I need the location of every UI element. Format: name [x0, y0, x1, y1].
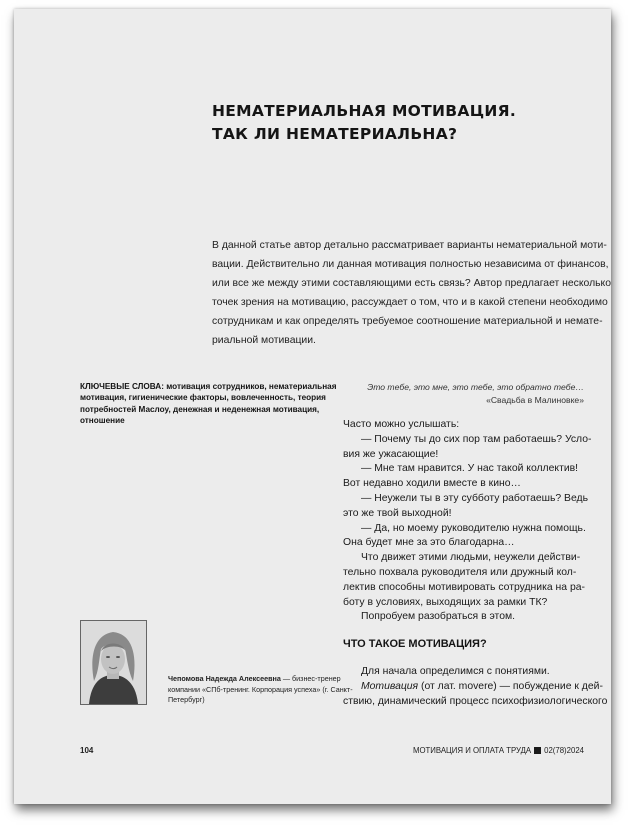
- article-body: [343, 418, 592, 625]
- keywords-line: КЛЮЧЕВЫЕ СЛОВА: мотивация сотрудников, нематериальная: [80, 382, 337, 391]
- section-line: Для начала определимся с понятиями.: [361, 666, 550, 677]
- author-info: [168, 674, 353, 706]
- abstract-line: риальной мотивации.: [212, 335, 316, 347]
- body-line: Вот недавно ходили вместе в кино…: [343, 478, 521, 490]
- journal-name: МОТИВАЦИЯ И ОПЛАТА ТРУДА: [412, 746, 532, 755]
- body-line: Что движет этими людьми, неужели действи-: [361, 552, 581, 564]
- abstract-line: В данной статье автор детально рассматривает варианты нематериальной моти-: [212, 240, 607, 251]
- section-term: Мотивация: [361, 681, 419, 692]
- author-company: компании «СПб-тренинг. Корпорация успеха» (г. Санкт-: [168, 684, 353, 694]
- section-line: (от лат. movere) — побуждение к дей-: [418, 681, 603, 692]
- journal-issue: 02(78)2024: [544, 746, 584, 755]
- author-portrait-image: [81, 621, 146, 704]
- body-line: лектив способны мотивировать сотрудника на ра-: [343, 581, 585, 593]
- body-line: тельно похвала руководителя или дружный кол-: [343, 566, 577, 578]
- epigraph-quote: Это тебе, это мне, это тебе, это обратно тебе…: [367, 382, 584, 392]
- section-line: ствию, динамический процесс психофизиологического: [343, 696, 608, 707]
- section-body: [343, 664, 608, 709]
- article-abstract: [212, 236, 612, 351]
- keywords-block: [80, 381, 337, 426]
- abstract-line: или все же между этими составляющими есть связь? Автор предлагает несколько: [212, 278, 612, 290]
- author-name: Чепомова Надежда Алексеевна: [168, 674, 281, 683]
- article-title: [212, 100, 592, 146]
- abstract-line: сотрудникам и как определять требуемое соотношение материальной и немате-: [212, 316, 603, 328]
- body-line: боту в условиях, выходящих за рамки ТК?: [343, 596, 548, 608]
- body-line: Она будет мне за это благодарна…: [343, 537, 515, 549]
- title-line-1: НЕМАТЕРИАЛЬНАЯ МОТИВАЦИЯ.: [212, 102, 517, 120]
- body-line: это же твой выходной!: [343, 507, 452, 519]
- body-line: Часто можно услышать:: [343, 419, 460, 430]
- title-line-2: ТАК ЛИ НЕМАТЕРИАЛЬНА?: [212, 125, 458, 143]
- keywords-line: мотивация, гигиенические факторы, вовлеченность, теория: [80, 393, 326, 403]
- author-role: — бизнес-тренер: [280, 674, 341, 683]
- author-city: Петербург): [168, 695, 205, 705]
- body-line: Попробуем разобраться в этом.: [361, 611, 516, 623]
- body-line: — Почему ты до сих пор там работаешь? Усло-: [361, 433, 592, 445]
- keywords-line: потребностей Маслоу, денежная и неденежная мотивация,: [80, 404, 320, 414]
- abstract-line: вации. Действительно ли данная мотивация полностью независима от финансов,: [212, 259, 609, 271]
- square-separator-icon: [534, 747, 541, 754]
- body-line: — Мне там нравится. У нас такой коллектив!: [361, 463, 579, 475]
- epigraph: [340, 381, 584, 408]
- body-line: — Неужели ты в эту субботу работаешь? Ведь: [361, 492, 588, 504]
- page-number: 104: [80, 746, 94, 755]
- abstract-line: точек зрения на мотивацию, рассуждает о том, что и в какой степени необходимо: [212, 297, 608, 309]
- section-heading: ЧТО ТАКОЕ МОТИВАЦИЯ?: [343, 638, 487, 650]
- body-line: — Да, но моему руководителю нужна помощь.: [361, 522, 586, 534]
- author-photo: [80, 620, 147, 705]
- journal-footer: [413, 746, 584, 755]
- body-line: вия же ужасающие!: [343, 448, 439, 460]
- epigraph-source: «Свадьба в Малиновке»: [486, 395, 584, 406]
- keywords-line: отношение: [80, 415, 125, 425]
